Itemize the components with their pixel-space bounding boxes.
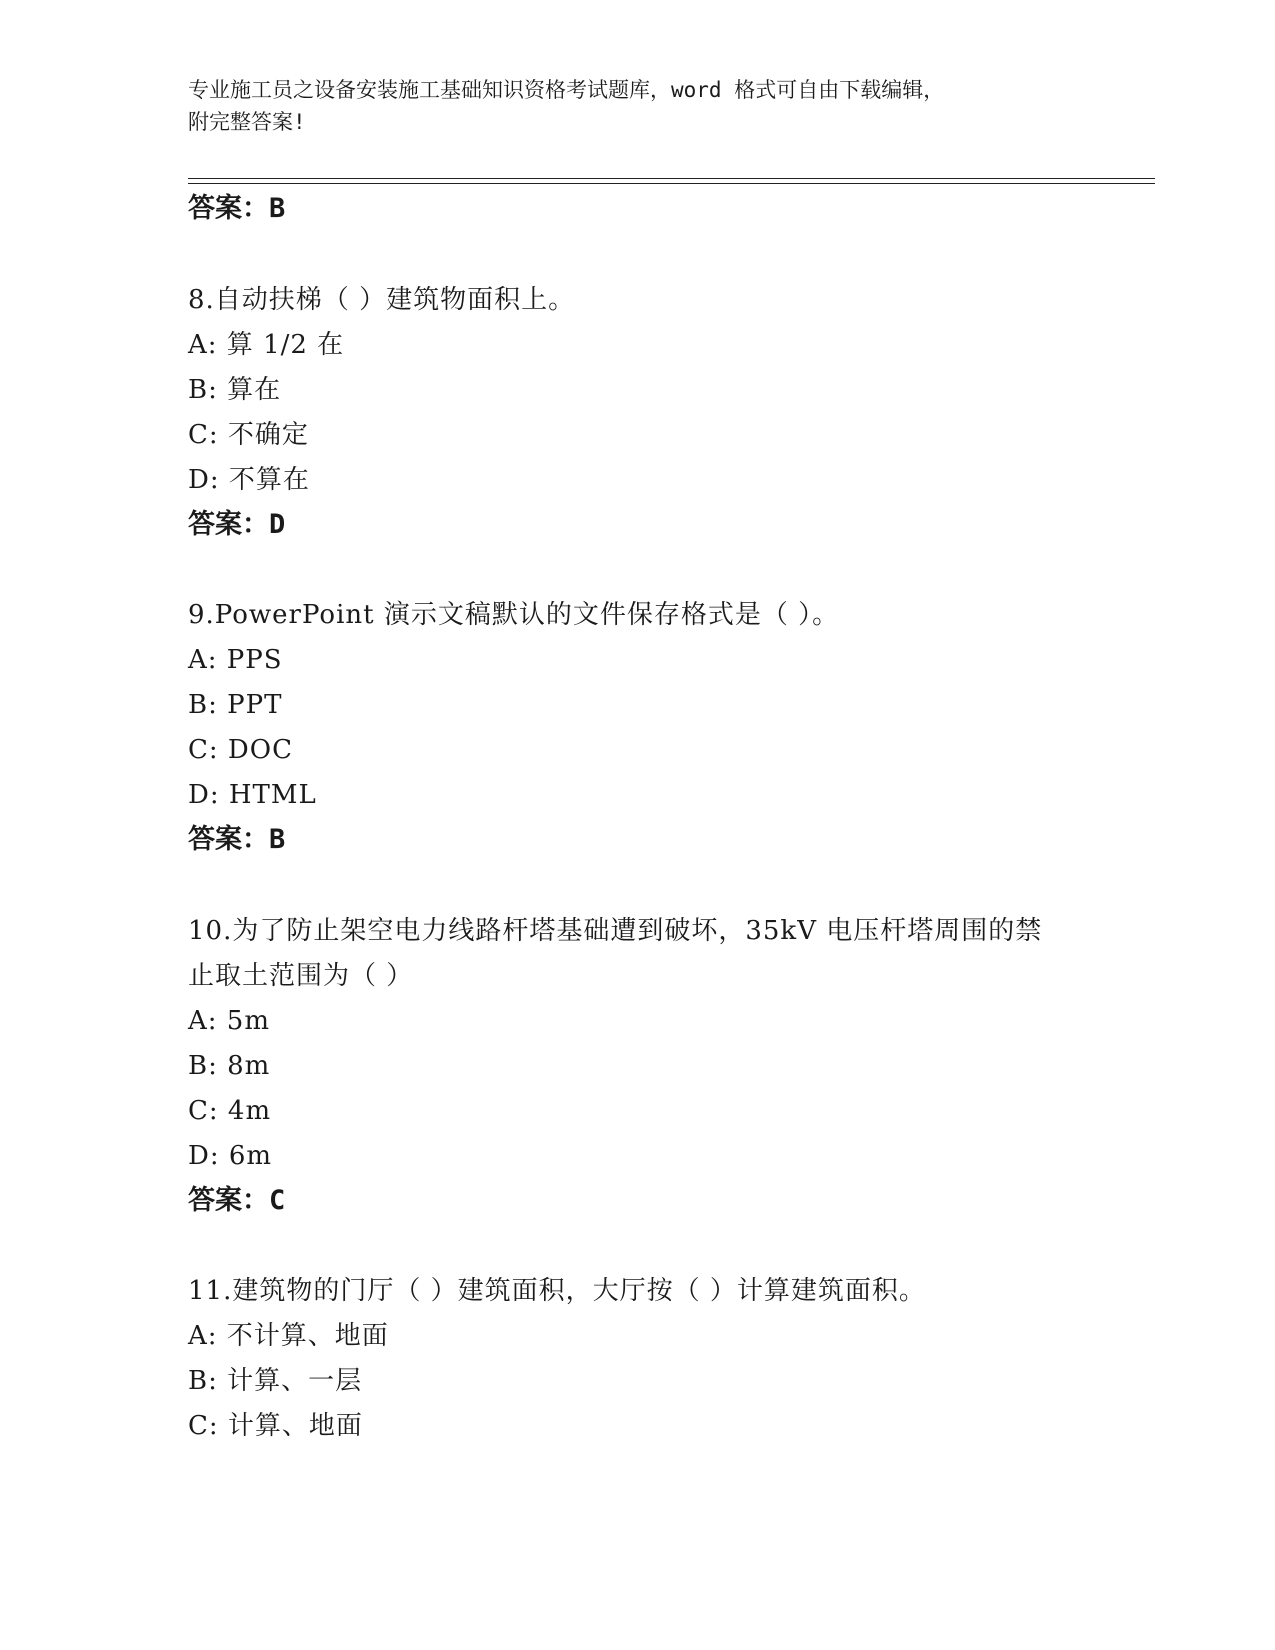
header-line-1: 专业施工员之设备安装施工基础知识资格考试题库，word 格式可自由下载编辑， xyxy=(188,78,945,102)
header-line-2: 附完整答案! xyxy=(188,110,306,134)
q9-option-c: C: DOC xyxy=(188,735,293,765)
answer-prev: 答案：B xyxy=(188,193,286,224)
q8-option-d: D: 不算在 xyxy=(188,465,310,495)
q11-option-a: A: 不计算、地面 xyxy=(188,1321,389,1351)
q8-option-c: C: 不确定 xyxy=(188,420,309,450)
q8-option-b: B: 算在 xyxy=(188,375,282,405)
question-10-line-2: 止取土范围为（ ） xyxy=(188,961,414,991)
document-header xyxy=(188,74,1088,138)
q9-option-b: B: PPT xyxy=(188,690,283,720)
q10-option-c: C: 4m xyxy=(188,1096,272,1126)
q10-option-b: B: 8m xyxy=(188,1051,271,1081)
q11-option-b: B: 计算、一层 xyxy=(188,1366,363,1396)
question-9: 9.PowerPoint 演示文稿默认的文件保存格式是（ ）。 xyxy=(188,600,840,630)
q11-option-c: C: 计算、地面 xyxy=(188,1411,363,1441)
q8-option-a: A: 算 1/2 在 xyxy=(188,330,345,360)
question-10-line-1: 10.为了防止架空电力线路杆塔基础遭到破坏，35kV 电压杆塔周围的禁 xyxy=(188,916,1043,946)
q9-answer: 答案：B xyxy=(188,824,286,855)
q10-option-a: A: 5m xyxy=(188,1006,270,1036)
q8-answer: 答案：D xyxy=(188,509,286,540)
q9-option-a: A: PPS xyxy=(188,645,283,675)
header-divider-bottom xyxy=(188,183,1155,184)
q10-option-d: D: 6m xyxy=(188,1141,273,1171)
question-8: 8.自动扶梯（ ）建筑物面积上。 xyxy=(188,285,576,315)
q9-option-d: D: HTML xyxy=(188,780,317,810)
header-divider-top xyxy=(188,178,1155,179)
question-11: 11.建筑物的门厅（ ）建筑面积，大厅按（ ）计算建筑面积。 xyxy=(188,1276,926,1306)
q10-answer: 答案：C xyxy=(188,1185,286,1216)
